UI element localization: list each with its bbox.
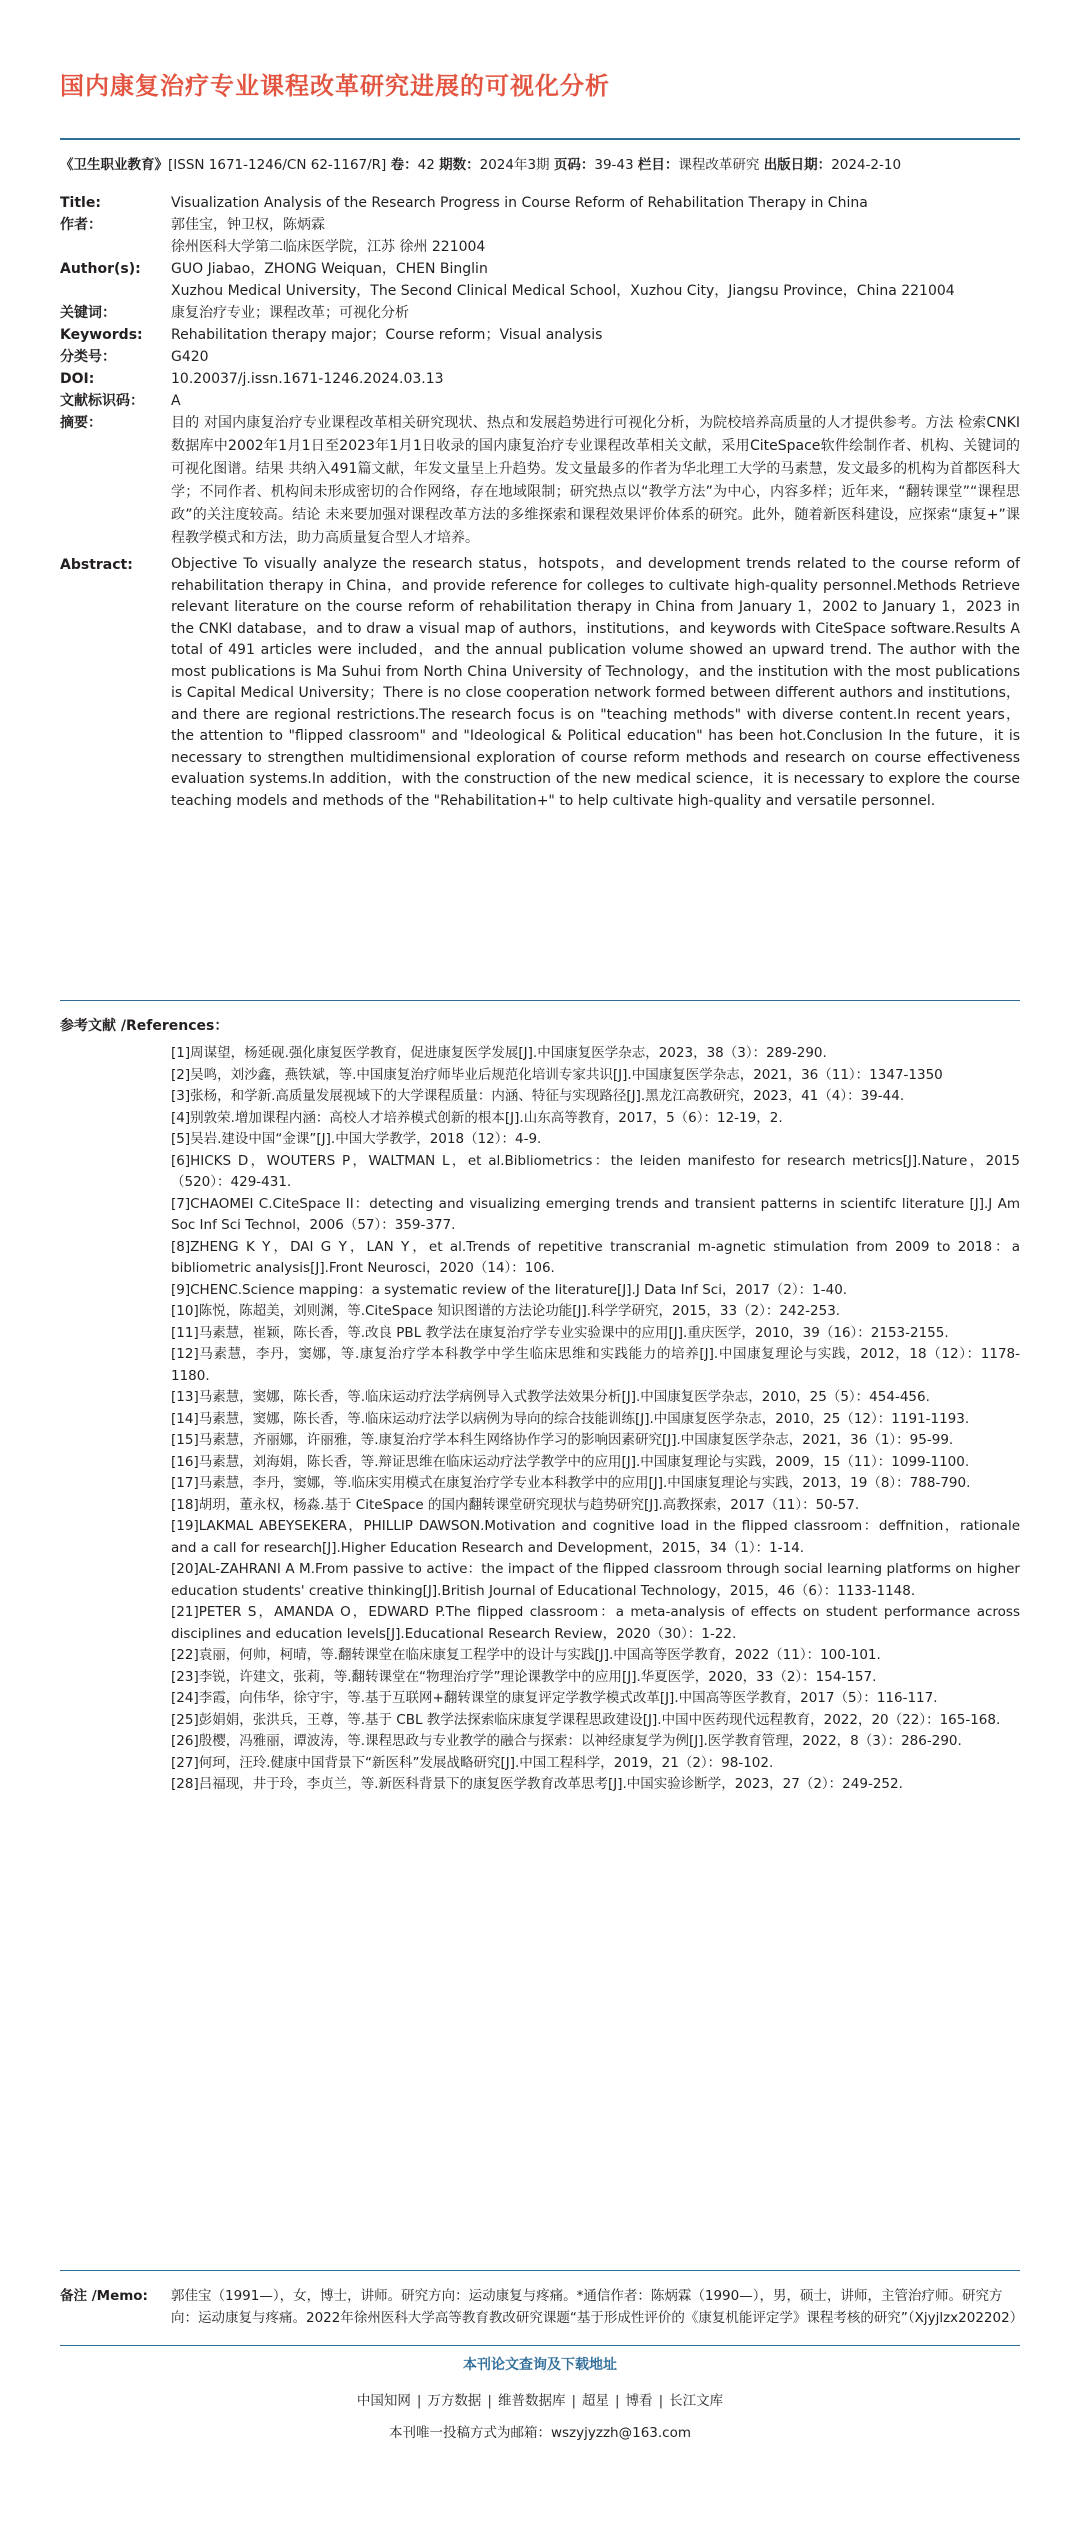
field-label: 分类号：: [60, 349, 116, 365]
reference-item: [12]马素慧，李丹，窦娜，等.康复治疗学本科教学中学生临床思维和实践能力的培养[J].中国康复理论与实践，2012，18（12）：1178-1180.: [171, 1346, 1020, 1384]
reference-list: [60, 1043, 1020, 1796]
footer-email: 本刊唯一投稿方式为邮箱：wszyjyzzh@163.com: [388, 2425, 691, 2441]
clc-number: G420: [171, 349, 209, 365]
reference-item: [9]CHENC.Science mapping：a systematic review of the literature[J].J Data Inf Sci，2017（2）：1-40.: [171, 1281, 848, 1298]
field-label: 作者：: [60, 217, 102, 233]
reference-item: [10]陈悦，陈超美，刘则渊，等.CiteSpace 知识图谱的方法论功能[J].科学学研究，2015，33（2）：242-253.: [171, 1303, 841, 1319]
authors-zh: 郭佳宝，钟卫权，陈炳霖: [171, 217, 325, 233]
doi-value: 10.20037/j.issn.1671-1246.2024.03.13: [171, 371, 444, 387]
reference-item: [2]吴鸣，刘沙鑫，燕铁斌，等.中国康复治疗师毕业后规范化培训专家共识[J].中国康复医学杂志，2021，36（11）：1347-1350: [171, 1066, 943, 1083]
reference-item: [19]LAKMAL ABEYSEKERA，PHILLIP DAWSON.Motivation and cognitive load in the flipped classroom：deffnition，rationale and a call for research[J].Higher Education Research and Development，2015，34（1）：1-14.: [171, 1518, 1020, 1556]
field-label: Title:: [60, 195, 101, 211]
reference-item: [5]吴岩.建设中国“金课”[J].中国大学教学，2018（12）：4-9.: [171, 1131, 542, 1147]
footer-link[interactable]: 长江文库: [669, 2393, 724, 2409]
reference-item: [16]马素慧，刘海娟，陈长香，等.辩证思维在临床运动疗法学教学中的应用[J].中国康复理论与实践，2009，15（11）：1099-1100.: [171, 1453, 970, 1470]
page-title: 国内康复治疗专业课程改革研究进展的可视化分析: [60, 72, 610, 100]
references-heading: 参考文献 /References：: [60, 1018, 229, 1034]
reference-item: [23]李锐，许建文，张莉，等.翻转课堂在“物理治疗学”理论课教学中的应用[J].华夏医学，2020，33（2）：154-157.: [171, 1668, 877, 1685]
reference-item: [15]马素慧，齐丽娜，许丽雅，等.康复治疗学本科生网络协作学习的影响因素研究[J].中国康复医学杂志，2021，36（1）：95-99.: [171, 1432, 954, 1448]
references-section: [60, 1015, 1020, 1796]
footer-separator: |: [571, 2393, 577, 2409]
footer-link[interactable]: 维普数据库: [497, 2393, 566, 2409]
footer: [0, 2355, 1080, 2443]
reference-item: [1]周谋望，杨延砚.强化康复医学教育，促进康复医学发展[J].中国康复医学杂志，2023，38（3）：289-290.: [171, 1045, 827, 1061]
abstract-zh: 目的 对国内康复治疗专业课程改革相关研究现状、热点和发展趋势进行可视化分析，为院校培养高质量的人才提供参考。方法 检索CNKI数据库中2002年1月1日至2023年1月1日收录的国内康复治疗专业课程改革相关文献，采用CiteSpace软件绘制作者、机构、关键词的可视化图谱。结果 共纳入491篇文献，年发文量呈上升趋势。发文量最多的作者为华北理工大学的马素慧，发文最多的机构为首都医科大学；不同作者、机构间未形成密切的合作网络，存在地域限制；研究热点以“教学方法”为中心，内容多样；近年来，“翻转课堂”“课程思政”的关注度较高。结论 未来要加强对课程改革方法的多维探索和课程效果评价体系的研究。此外，随着新医科建设，应探索“康复+”课程教学模式和方法，助力高质量复合型人才培养。: [171, 415, 1020, 546]
reference-item: [6]HICKS D，WOUTERS P，WALTMAN L，et al.Bibliometrics：the leiden manifesto for research metrics[J].Nature，2015（520）：429-431.: [171, 1152, 1020, 1190]
reference-item: [21]PETER S，AMANDA O，EDWARD P.The flipped classroom：a meta-analysis of effects on student performance across disciplines and education levels[J].Educational Research Review，2020（30）：1-22.: [171, 1604, 1020, 1642]
footer-link[interactable]: 博看: [625, 2393, 653, 2409]
field-keywords-en: [60, 324, 1020, 346]
reference-item: [25]彭娟娟，张洪兵，王尊，等.基于 CBL 教学法探索临床康复学课程思政建设[J].中国中医药现代远程教育，2022，20（22）：165-168.: [171, 1711, 1001, 1728]
footer-link[interactable]: 万方数据: [427, 2393, 482, 2409]
volume-label: 卷：: [390, 157, 418, 173]
english-title: Visualization Analysis of the Research Progress in Course Reform of Rehabilitation Therapy in China: [171, 195, 868, 211]
memo-text: 郭佳宝（1991—），女，博士，讲师。研究方向：运动康复与疼痛。*通信作者：陈炳霖（1990—），男，硕士，讲师，主管治疗师。研究方向：运动康复与疼痛。2022年徐州医科大学高等教育教改研究课题“基于形成性评价的《康复机能评定学》课程考核的研究”（Xjyjlzx202202）: [171, 2288, 1024, 2326]
reference-item: [4]别敦荣.增加课程内涵：高校人才培养模式创新的根本[J].山东高等教育，2017，5（6）：12-19，2.: [171, 1109, 783, 1126]
footer-link[interactable]: 中国知网: [356, 2393, 411, 2409]
reference-item: [27]何珂，汪玲.健康中国背景下“新医科”发展战略研究[J].中国工程科学，2019，21（2）：98-102.: [171, 1754, 774, 1771]
reference-item: [7]CHAOMEI C.CiteSpace II：detecting and visualizing emerging trends and transient patterns in scientifc literature [J].J Am Soc Inf Sci Technol，2006（57）：359-377.: [171, 1195, 1020, 1233]
doc-code: A: [171, 393, 181, 409]
date-value: 2024-2-10: [831, 157, 902, 173]
field-label: DOI:: [60, 371, 95, 387]
authors-en: GUO Jiabao，ZHONG Weiquan，CHEN Binglin: [171, 261, 488, 277]
keywords-en: Rehabilitation therapy major；Course reform；Visual analysis: [171, 327, 603, 343]
reference-item: [28]吕福现，井于玲，李贞兰，等.新医科背景下的康复医学教育改革思考[J].中国实验诊断学，2023，27（2）：249-252.: [171, 1776, 903, 1792]
field-label: Abstract:: [60, 557, 133, 573]
field-doi: [60, 368, 1020, 390]
journal-name: 《卫生职业教育》: [60, 157, 168, 173]
field-abstract-zh: [60, 412, 1020, 550]
field-label: Keywords:: [60, 327, 143, 343]
reference-item: [13]马素慧，窦娜，陈长香，等.临床运动疗法学病例导入式教学法效果分析[J].中国康复医学杂志，2010，25（5）：454-456.: [171, 1389, 930, 1405]
reference-item: [14]马素慧，窦娜，陈长香，等.临床运动疗法学以病例为导向的综合技能训练[J].中国康复医学杂志，2010，25（12）：1191-1193.: [171, 1410, 970, 1427]
footer-links: [0, 2391, 1080, 2411]
memo-label: 备注 /Memo:: [60, 2288, 148, 2304]
field-authors-zh: [60, 214, 1020, 258]
field-title: [60, 192, 1020, 214]
field-label: 关键词：: [60, 305, 116, 321]
footer-separator: |: [487, 2393, 492, 2409]
footer-separator: |: [416, 2393, 422, 2409]
memo-divider: [60, 2270, 1020, 2271]
reference-item: [8]ZHENG K Y，DAI G Y，LAN Y，et al.Trends of repetitive transcranial m-agnetic stimulation from 2009 to 2018：a bibliometric analysis[J].Front Neurosci，2020（14）：106.: [171, 1238, 1020, 1276]
volume-value: 42: [417, 157, 435, 173]
field-clc: [60, 346, 1020, 368]
keywords-zh: 康复治疗专业；课程改革；可视化分析: [171, 305, 409, 321]
footer-link[interactable]: 超星: [582, 2393, 610, 2409]
issue-label: 期数：: [439, 157, 480, 173]
column-label: 栏目：: [637, 157, 679, 173]
reference-item: [11]马素慧，崔颖，陈长香，等.改良 PBL 教学法在康复治疗学专业实验课中的应用[J].重庆医学，2010，39（16）：2153-2155.: [171, 1324, 949, 1341]
field-authors-en: [60, 258, 1020, 302]
column-value: 课程改革研究: [678, 157, 760, 173]
reference-item: [17]马素慧，李丹，窦娜，等.临床实用模式在康复治疗学专业本科教学中的应用[J].中国康复理论与实践，2013，19（8）：788-790.: [171, 1475, 971, 1491]
references-divider: [60, 1000, 1020, 1001]
footer-separator: |: [658, 2393, 664, 2409]
memo-section: [60, 2285, 1024, 2329]
journal-meta: [60, 155, 1020, 175]
reference-item: [3]张杨，和学新.高质量发展视域下的大学课程质量：内涵、特征与实现路径[J].黑龙江高教研究，2023，41（4）：39-44.: [171, 1088, 905, 1104]
affiliation-zh: 徐州医科大学第二临床医学院，江苏 徐州 221004: [171, 239, 486, 255]
reference-item: [26]殷樱，冯雅丽，谭波涛，等.课程思政与专业教学的融合与探索：以神经康复学为例[J].医学教育管理，2022，8（3）：286-290.: [171, 1733, 962, 1749]
date-label: 出版日期：: [763, 157, 832, 173]
field-doc-code: [60, 390, 1020, 412]
field-keywords-zh: [60, 302, 1020, 324]
abstract-en: Objective To visually analyze the research status，hotspots，and development trends related to the course reform of rehabilitation therapy in China，and provide reference for colleges to cultivate high-quality personnel.Methods Retrieve relevant literature on the course reform of rehabilitation therapy in China from January 1，2002 to January 1，2023 in the CNKI database，and to draw a visual map of authors，institutions，and keywords with CiteSpace software.Results A total of 491 articles were included，and the annual publication volume showed an upward trend. The author with the most publications is Ma Suhui from North China University of Technology，and the institution with the most publications is Capital Medical University；There is no close cooperation network formed between different authors and institutions，and there are regional restrictions.The research focus is on "teaching methods" with diverse content.In recent years，the attention to "flipped classroom" and "Ideological & Political education" has been hot.Conclusion In the future，it is necessary to strengthen multidimensional exploration of course reform methods and research on course effectiveness evaluation systems.In addition，with the construction of the new medical science，it is necessary to explore the course teaching models and methods of the "Rehabilitation+" to help cultivate high-quality and versatile personnel.: [171, 556, 1020, 809]
journal-issn: [ISSN 1671-1246/CN 62-1167/R]: [168, 157, 387, 173]
field-abstract-en: [60, 554, 1020, 812]
reference-item: [18]胡玥，董永权，杨淼.基于 CiteSpace 的国内翻转课堂研究现状与趋势研究[J].高教探索，2017（11）：50-57.: [171, 1496, 860, 1513]
footer-title: 本刊论文查询及下载地址: [463, 2357, 617, 2373]
affiliation-en: Xuzhou Medical University，The Second Clinical Medical School，Xuzhou City，Jiangsu Province，China 221004: [171, 283, 955, 299]
title-divider: [60, 138, 1020, 140]
reference-item: [22]袁丽，何帅，柯晴，等.翻转课堂在临床康复工程学中的设计与实践[J].中国高等医学教育，2022（11）：100-101.: [171, 1647, 881, 1663]
reference-item: [20]AL-ZAHRANI A M.From passive to active：the impact of the flipped classroom through social learning platforms on higher education students' creative thinking[J].British Journal of Educational Technology，2015，46（6）：1133-1148.: [171, 1561, 1020, 1599]
pages-label: 页码：: [553, 157, 595, 173]
article-fields: [60, 192, 1020, 812]
reference-item: [24]李霞，向伟华，徐守宇，等.基于互联网+翻转课堂的康复评定学教学模式改革[J].中国高等医学教育，2017（5）：116-117.: [171, 1690, 938, 1706]
issue-value: 2024年3期: [479, 157, 550, 173]
pages-value: 39-43: [594, 157, 634, 173]
footer-divider: [60, 2345, 1020, 2346]
field-label: 摘要：: [60, 415, 102, 431]
field-label: Author(s):: [60, 261, 141, 277]
field-label: 文献标识码：: [60, 393, 144, 409]
footer-separator: |: [615, 2393, 620, 2409]
